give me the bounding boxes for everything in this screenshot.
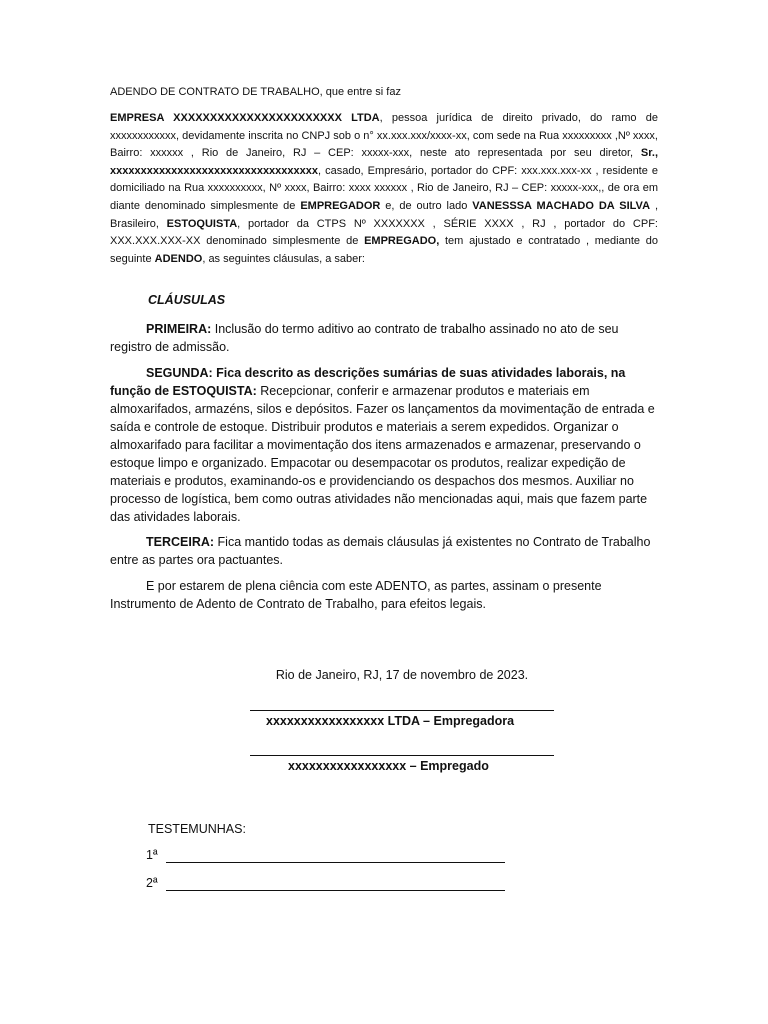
witnesses-title: TESTEMUNHAS:: [148, 822, 246, 836]
witness-first-row: [146, 848, 166, 862]
employer-term: EMPREGADOR: [300, 199, 381, 212]
clauses-title: CLÁUSULAS: [148, 293, 226, 307]
preamble-text: , pessoa jurídica de direito privado, do ramo de xxxxxxxxxxxx, devidamente inscrita no CNPJ sob o n° xx.xxx.xxx/xxxx-xx, com sede na Rua xxxxxxxxx ,Nº xxxx, Bairro: xxxxxx , Rio de Janeiro, RJ – CEP: xxxxx-xxx, neste ato representada por seu diretor,: [110, 112, 658, 160]
clause-terceira: [110, 533, 658, 569]
preamble-text: , casado, Empresário, portador do CPF: xxx.xxx.xxx-xx , residente e domiciliado na Rua xxxxxxxxxx, Nº xxxx, Bairro: xxxx xxxxxx , Rio de Janeiro, RJ – CEP: xxxxx-xxx,, de ora em diante denominado simplesmente de: [110, 164, 658, 212]
director-name: Sr., xxxxxxxxxxxxxxxxxxxxxxxxxxxxxxxxxx: [110, 147, 658, 177]
employee-signature-line: [250, 755, 554, 756]
employer-signature-line: [250, 710, 554, 711]
clause-segunda-text: Recepcionar, conferir e armazenar produtos e materiais em almoxarifados, armazéns, silos e depósitos. Fazer os lançamentos da movimentação de entrada e saída e controle de estoque. Distribuir produtos e materiais a serem expedidos. Organizar o almoxarifado para facilitar a movimentação dos itens armazenados e armazenar, preservando o estoque limpo e organizado. Empacotar ou desempacotar os produtos, realizar expedição de materiais e produtos, examinando-os e providenciando os despachos dos mesmos. Auxiliar no processo de logística, bem como outras atividades não mencionadas aqui, mais que fazem parte das atividades laborais.: [110, 384, 655, 524]
closing-paragraph: [110, 577, 658, 613]
clause-terceira-text: Fica mantido todas as demais cláusulas já existentes no Contrato de Trabalho entre as partes ora pactuantes.: [110, 535, 651, 567]
employer-signature-label: xxxxxxxxxxxxxxxxx LTDA – Empregadora: [266, 714, 515, 728]
preamble-text: tem ajustado e contratado , mediante do seguinte: [110, 235, 658, 265]
closing-text: E por estarem de plena ciência com este ADENTO, as partes, assinam o presente Instrumento de Adento de Contrato de Trabalho, para efeitos legais.: [110, 579, 602, 611]
preamble-text: , Brasileiro,: [110, 199, 659, 230]
clause-primeira-label: PRIMEIRA:: [146, 322, 212, 336]
clause-terceira-label: TERCEIRA:: [146, 535, 215, 549]
witness-first-number: 1ª: [146, 848, 158, 862]
job-title: ESTOQUISTA: [166, 217, 238, 230]
employee-term: EMPREGADO,: [364, 235, 440, 248]
clause-primeira-text: Inclusão do termo aditivo ao contrato de trabalho assinado no ato de seu registro de admissão.: [110, 322, 619, 354]
employee-name: VANESSSA MACHADO DA SILVA: [472, 199, 651, 212]
witness-second-signature-line: [166, 890, 505, 891]
clause-segunda-label: SEGUNDA: Fica descrito as descrições sumárias de suas atividades laborais, na função de ESTOQUISTA:: [110, 366, 626, 398]
witness-first-signature-line: [166, 862, 505, 863]
preamble-text: e, de outro lado: [380, 199, 473, 212]
company-name: EMPRESA XXXXXXXXXXXXXXXXXXXXXXX LTDA: [110, 112, 380, 124]
preamble-text: , as seguintes cláusulas, a saber:: [202, 252, 365, 265]
preamble-paragraph: [110, 110, 658, 268]
clause-primeira: [110, 320, 658, 356]
document-heading: ADENDO DE CONTRATO DE TRABALHO, que entre si faz: [110, 86, 401, 98]
place-date: Rio de Janeiro, RJ, 17 de novembro de 2023.: [275, 668, 529, 682]
addendum-term: ADENDO: [154, 252, 203, 265]
preamble-text: , portador da CTPS Nº XXXXXXX , SÉRIE XXXX , RJ , portador do CPF: XXX.XXX.XXX-XX denominado simplesmente de: [110, 217, 658, 248]
witness-second-row: [146, 876, 166, 890]
employee-signature-label: xxxxxxxxxxxxxxxxx – Empregado: [288, 759, 489, 773]
witness-second-number: 2ª: [146, 876, 158, 890]
clause-segunda: [110, 364, 658, 526]
